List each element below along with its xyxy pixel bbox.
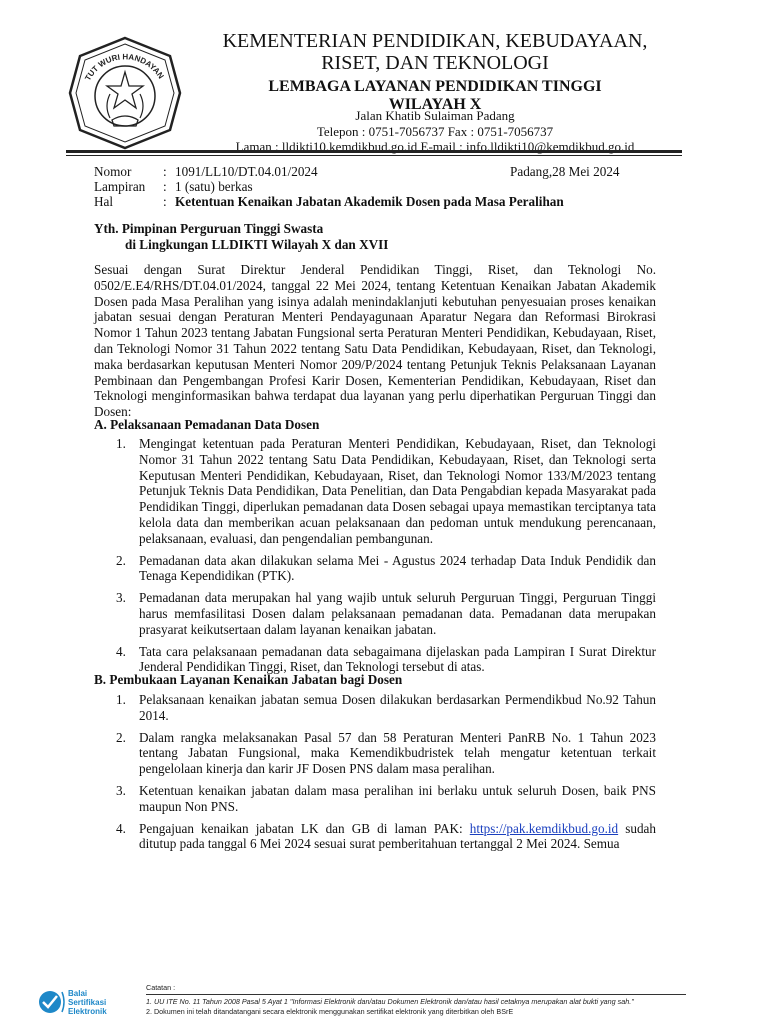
letterhead-rule-thin <box>66 155 682 156</box>
agency-line-2: WILAYAH X <box>388 96 482 113</box>
list-item: 1. Mengingat ketentuan pada Peraturan Menteri Pendidikan, Kebudayaan, Riset, dan Teknologi Nomor 31 Tahun 2022 tentang Satu Data Pendidikan, Kebudayaan, Riset, dan Teknologi serta Keputusan Menteri Pendidikan, Kebudayaan, Riset, dan Teknologi Nomor 133/M/2023 tentang Petunjuk Teknis Data Pendidikan, Data Penelitian, dan Data Pengabdian kepada Masyarakat pada Pendidikan Tinggi, diperlukan pemadanan data Dosen sebagai upaya memastikan terciptanya tata kelola data dan memberikan acuan pelaksanaan dan pedoman untuk mendukung perencanaan, pelaksanaan, evaluasi, dan pengendalian pembangunan. <box>116 436 656 546</box>
bsre-logo <box>36 984 132 1020</box>
hal-value: Ketentuan Kenaikan Jabatan Akademik Dosen pada Masa Peralihan <box>175 194 564 209</box>
nomor-colon: : <box>163 164 167 179</box>
lampiran-value: 1 (satu) berkas <box>175 179 253 194</box>
footer-rule <box>146 994 686 995</box>
pak-link[interactable]: https://pak.kemdikbud.go.id <box>469 820 619 836</box>
section-b-title: B. Pembukaan Layanan Kenaikan Jabatan bagi Dosen <box>94 672 403 687</box>
list-item: 2. Pemadanan data akan dilakukan selama Mei - Agustus 2024 terhadap Data Induk Pendidik dan Tenaga Kependidikan (PTK). <box>116 552 656 584</box>
letter-date: Padang,28 Mei 2024 <box>510 164 620 179</box>
list-item: 3. Pemadanan data merupakan hal yang wajib untuk seluruh Perguruan Tinggi, Perguruan Tinggi harus memfasilitasi Dosen dalam pelaksanaan pemadanan data. Pemadanan data merupakan prasyarat keikutsertaan dalam layanan kenaikan jabatan. <box>116 590 656 637</box>
website-email: Laman : lldikti10.kemdikbud.go.id E-mail : info.lldikti10@kemdikbud.go.id <box>235 139 635 154</box>
list-item: 2. Dalam rangka melaksanakan Pasal 57 dan 58 Peraturan Menteri PanRB No. 1 Tahun 2023 tentang Jabatan Fungsional, maka Kemendikbudristek telah mengatur ketentuan terkait pengelolaan kinerja dan karir JF Dosen PNS dalam masa peralihan. <box>116 729 656 777</box>
meta-lampiran <box>94 179 654 195</box>
ministry-line-1: KEMENTERIAN PENDIDIKAN, KEBUDAYAAN, <box>222 30 648 52</box>
logo-motto: TUT WURI HANDAYAN <box>83 52 166 83</box>
letterhead-rule-thick <box>66 150 682 153</box>
list-item: 1. Pelaksanaan kenaikan jabatan semua Dosen dilakukan berdasarkan Permendikbud No.92 Tahun 2014. <box>116 692 656 723</box>
agency-line-1: LEMBAGA LAYANAN PENDIDIKAN TINGGI <box>268 78 602 95</box>
lampiran-label: Lampiran <box>94 179 146 194</box>
footer-note-2: 2. Dokumen ini telah ditandatangani secara elektronik menggunakan sertifikat elektronik yang diterbitkan oleh BSrE <box>146 1007 514 1016</box>
footer-note-1: 1. UU ITE No. 11 Tahun 2008 Pasal 5 Ayat 1 "Informasi Elektronik dan/atau Dokumen Elektronik dan/atau hasil cetaknya merupakan alat bukti yang sah." <box>146 997 634 1006</box>
list-item: 4. Tata cara pelaksanaan pemadanan data sebagaimana dijelaskan pada Lampiran I Surat Direktur Jenderal Pendidikan Tinggi, Riset, dan Teknologi tersebut di atas. <box>116 643 656 675</box>
list-item: 4. Pengajuan kenaikan jabatan LK dan GB di laman PAK: https://pak.kemdikbud.go.id sudah ditutup pada tanggal 6 Mei 2024 sesuai surat pemberitahuan tertanggal 2 Mei 2024. Semua <box>116 820 656 852</box>
agency-contact <box>200 108 670 155</box>
list-item: 3. Ketentuan kenaikan jabatan dalam masa peralihan ini berlaku untuk seluruh Dosen, baik PNS maupun Non PNS. <box>116 782 656 814</box>
recipient-line-1: Yth. Pimpinan Perguruan Tinggi Swasta <box>94 221 324 236</box>
recipient <box>94 221 654 253</box>
bsre-line-1: Balai <box>68 989 88 998</box>
nomor-value: 1091/LL10/DT.04.01/2024 <box>175 164 318 179</box>
hal-label: Hal <box>94 194 114 209</box>
address: Jalan Khatib Sulaiman Padang <box>355 108 515 123</box>
section-a-list <box>96 436 656 681</box>
phone-fax: Telepon : 0751-7056737 Fax : 0751-7056737 <box>316 123 554 139</box>
meta-hal <box>94 194 654 210</box>
ministry-line-2: RISET, DAN TEKNOLOGI <box>321 52 549 74</box>
intro-paragraph: Sesuai dengan Surat Direktur Jenderal Pendidikan Tinggi, Riset, dan Teknologi No. 0502/E.E4/RHS/DT.04.01/2024, tanggal 22 Mei 2024, tentang Ketentuan Kenaikan Jabatan Akademik Dosen pada Masa Peralihan yang isinya adalah menindaklanjuti kebutuhan penyesuaian proses kenaikan jabatan sesuai dengan Peraturan Menteri Pendayagunaan Aparatur Negara dan Reformasi Birokrasi Nomor 1 Tahun 2023 tentang Jabatan Fungsional serta Peraturan Menteri Pendidikan, Kebudayaan, Riset, dan Teknologi Nomor 31 Tahun 2022 tentang Satu Data Pendidikan, Kebudayaan, Riset, dan Teknologi, maka berdasarkan keputusan Menteri Nomor 209/P/2024 tentang Petunjuk Teknis Pelaksanaan Layanan Pembinaan dan Pengembangan Profesi Karir Dosen, Kementerian Pendidikan, Kebudayaan, Riset dan Teknologi menginformasikan bahwa terdapat dua layanan yang perlu diperhatikan Perguruan Tinggi dan Dosen: <box>94 262 656 420</box>
bsre-line-3: Elektronik <box>68 1007 107 1016</box>
hal-colon: : <box>163 194 167 209</box>
section-b-list <box>96 692 656 858</box>
tut-wuri-handayani-logo <box>66 34 184 152</box>
nomor-label: Nomor <box>94 164 132 179</box>
bsre-line-2: Sertifikasi <box>68 998 107 1007</box>
lampiran-colon: : <box>163 179 167 194</box>
section-a-title: A. Pelaksanaan Pemadanan Data Dosen <box>94 417 320 432</box>
footer-note-title: Catatan : <box>146 983 176 992</box>
ministry-name <box>200 30 670 74</box>
recipient-line-2: di Lingkungan LLDIKTI Wilayah X dan XVII <box>125 236 389 252</box>
